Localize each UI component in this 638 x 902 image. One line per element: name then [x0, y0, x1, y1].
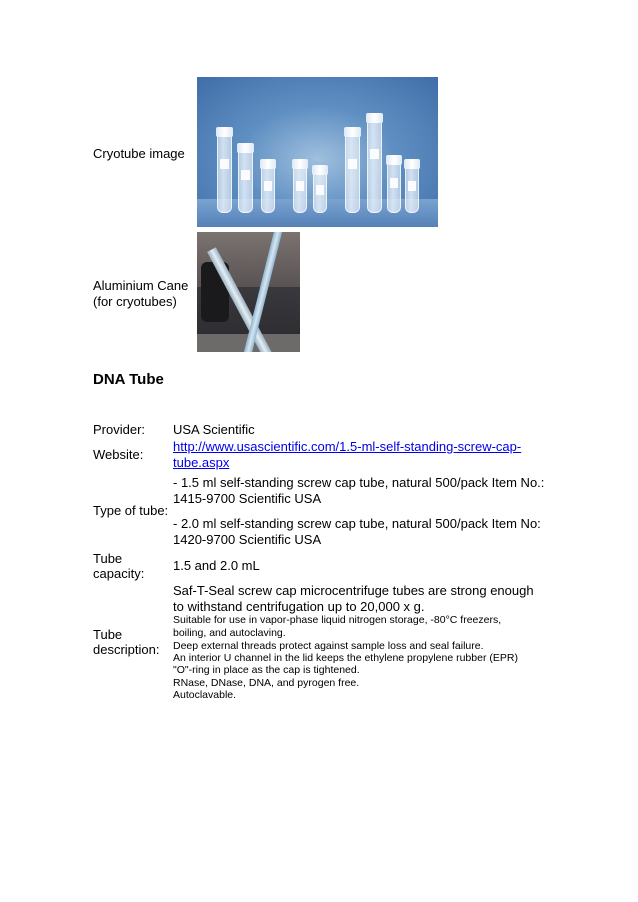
provider-label: Provider: [93, 422, 146, 437]
description-detail-7: Autoclavable. [173, 689, 237, 701]
description-detail-4: An interior U channel in the lid keeps the ethylene propylene rubber (EPR) [173, 652, 518, 664]
description-line-1: Saf-T-Seal screw cap microcentrifuge tubes are strong enough [173, 583, 534, 598]
type-line-4: 1420-9700 Scientific USA [173, 532, 322, 547]
cane-image-label-line1: Aluminium Cane [93, 278, 189, 293]
cane-image-label-line2: (for cryotubes) [93, 294, 177, 309]
website-label: Website: [93, 447, 144, 462]
description-detail-6: RNase, DNase, DNA, and pyrogen free. [173, 677, 360, 689]
website-link-line2[interactable]: tube.aspx [173, 455, 230, 470]
description-detail-2: boiling, and autoclaving. [173, 627, 286, 639]
type-label: Type of tube: [93, 503, 169, 518]
description-detail-3: Deep external threads protect against sample loss and seal failure. [173, 640, 484, 652]
capacity-label-line2: capacity: [93, 566, 145, 581]
provider-value: USA Scientific [173, 422, 255, 437]
cryotube-image-label: Cryotube image [93, 146, 185, 161]
aluminium-cane-photo [197, 232, 300, 352]
description-detail-5: "O"-ring in place as the cap is tightened. [173, 664, 360, 676]
capacity-label-line1: Tube [93, 551, 123, 566]
description-detail-1: Suitable for use in vapor-phase liquid nitrogen storage, -80°C freezers, [173, 614, 502, 626]
type-line-3: - 2.0 ml self-standing screw cap tube, natural 500/pack Item No: [173, 516, 541, 531]
description-label-line1: Tube [93, 627, 123, 642]
type-line-2: 1415-9700 Scientific USA [173, 491, 322, 506]
type-line-1: - 1.5 ml self-standing screw cap tube, natural 500/pack Item No.: [173, 475, 545, 490]
section-title: DNA Tube [93, 371, 164, 388]
capacity-value: 1.5 and 2.0 mL [173, 558, 260, 573]
description-label-line2: description: [93, 642, 160, 657]
website-link-line1[interactable]: http://www.usascientific.com/1.5-ml-self-standing-screw-cap- [173, 439, 522, 454]
cryotube-photo [197, 77, 438, 227]
description-line-2: to withstand centrifugation up to 20,000 x g. [173, 599, 425, 614]
